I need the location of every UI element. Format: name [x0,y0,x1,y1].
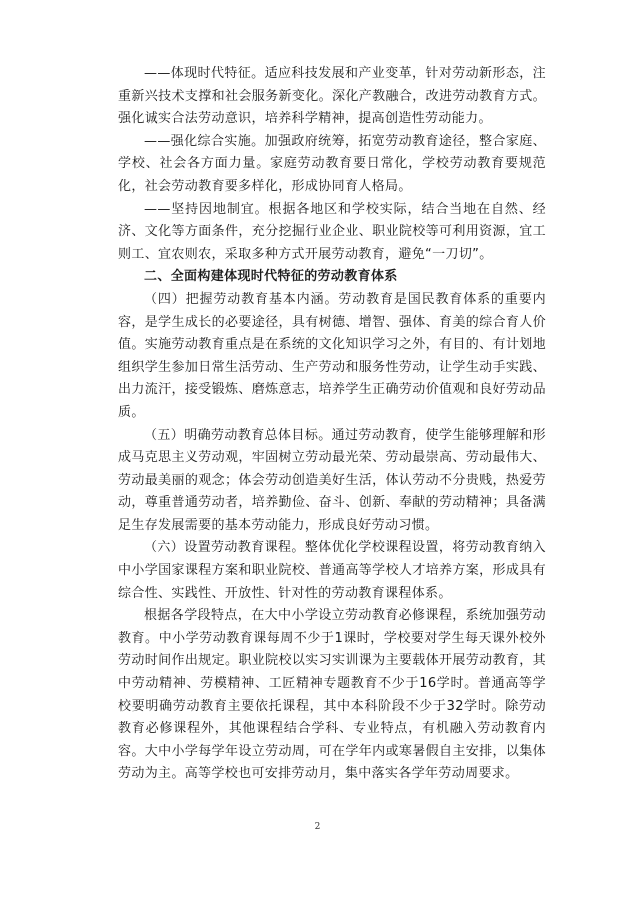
principle-paragraph-implementation: ——强化综合实施。加强政府统筹，拓宽劳动教育途径，整合家庭、学校、社会各方面力量。家庭劳动教育要日常化，学校劳动教育要规范化，社会劳动教育要多样化，形成协同育人格局。 [118,133,546,194]
page-number: 2 [314,822,321,832]
principle-paragraph-era: ——体现时代特征。适应科技发展和产业变革，针对劳动新形态，注重新兴技术支撑和社会服务新变化。深化产教融合，改进劳动教育方式。强化诚实合法劳动意识，培养科学精神，提高创造性劳动能力。 [118,66,546,127]
section-paragraph-connotation: （四）把握劳动教育基本内涵。劳动教育是国民教育体系的重要内容，是学生成长的必要途径，具有树德、增智、强体、育美的综合育人价值。实施劳动教育重点是在系统的文化知识学习之外，有目的、有计划地组织学生参加日常生活劳动、生产劳动和服务性劳动，让学生动手实践、出力流汗，接受锻炼、磨炼意志，培养学生正确劳动价值观和良好劳动品质。 [118,291,546,420]
principle-paragraph-local: ——坚持因地制宜。根据各地区和学校实际，结合当地在自然、经济、文化等方面条件，充分挖掘行业企业、职业院校等可利用资源，宜工则工、宜农则农，采取多种方式开展劳动教育，避免“一刀切”。 [118,201,546,262]
section-paragraph-stages: 根据各学段特点，在大中小学设立劳动教育必修课程，系统加强劳动教育。中小学劳动教育课每周不少于1课时，学校要对学生每天课外校外劳动时间作出规定。职业院校以实习实训课为主要载体开展劳动教育，其中劳动精神、劳模精神、工匠精神专题教育不少于16学时。普通高等学校要明确劳动教育主要依托课程，其中本科阶段不少于32学时。除劳动教育必修课程外，其他课程结合学科、专业特点，有机融入劳动教育内容。大中小学每学年设立劳动周，可在学年内或寒暑假自主安排，以集体劳动为主。高等学校也可安排劳动月，集中落实各学年劳动周要求。 [118,608,546,782]
section-paragraph-goals: （五）明确劳动教育总体目标。通过劳动教育，使学生能够理解和形成马克思主义劳动观，牢固树立劳动最光荣、劳动最崇高、劳动最伟大、劳动最美丽的观念；体会劳动创造美好生活，体认劳动不分贵贱，热爱劳动，尊重普通劳动者，培养勤俭、奋斗、创新、奉献的劳动精神；具备满足生存发展需要的基本劳动能力，形成良好劳动习惯。 [118,427,546,533]
section-heading: 二、全面构建体现时代特征的劳动教育体系 [144,269,398,285]
document-body [118,63,546,786]
section-paragraph-curriculum: （六）设置劳动教育课程。整体优化学校课程设置，将劳动教育纳入中小学国家课程方案和职业院校、普通高等学校人才培养方案，形成具有综合性、实践性、开放性、针对性的劳动教育课程体系。 [118,540,546,601]
